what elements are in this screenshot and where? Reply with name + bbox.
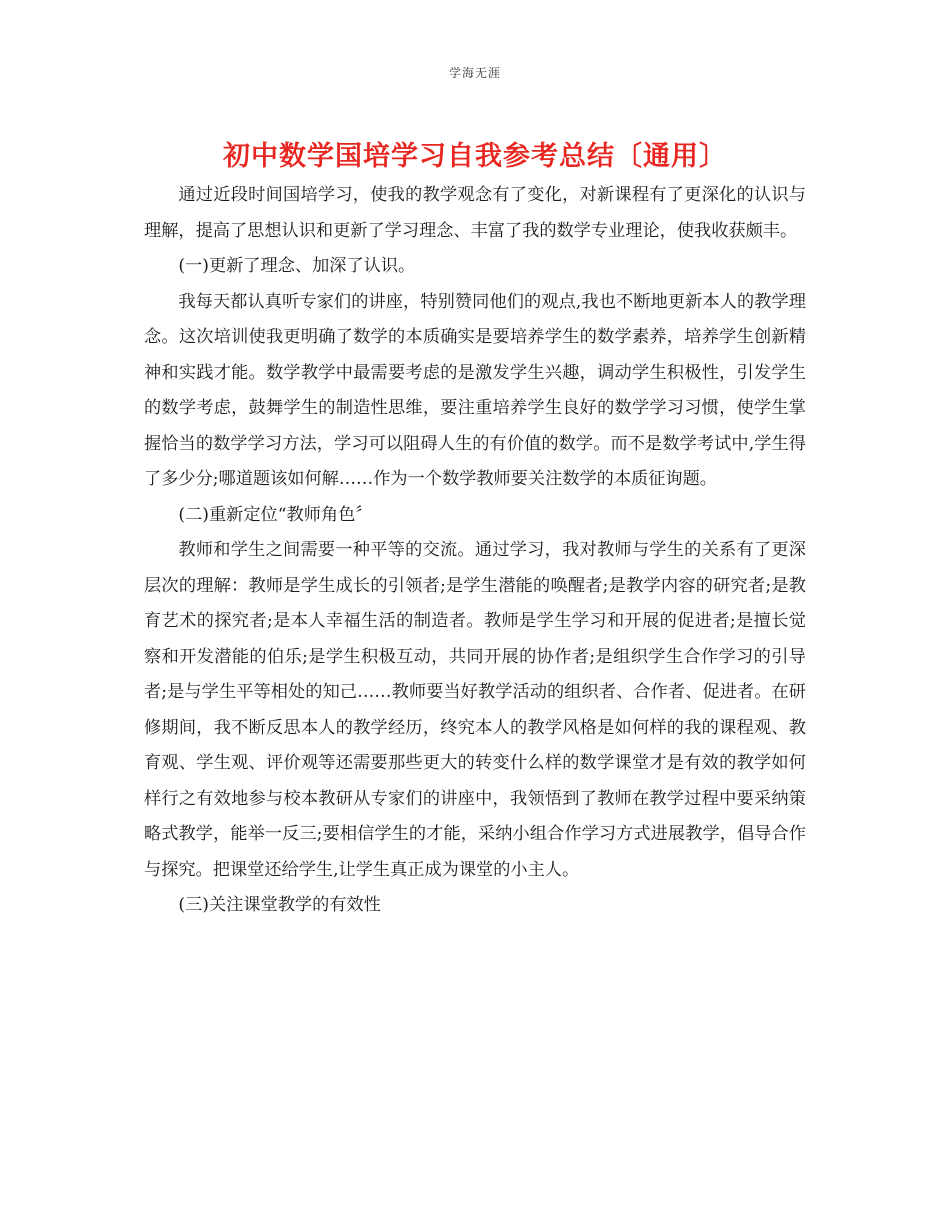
paragraph-section-2: 教师和学生之间需要一种平等的交流。通过学习，我对教师与学生的关系有了更深层次的理解：教师是学生成长的引领者;是学生潜能的唤醒者;是教学内容的研究者;是教育艺术的探究者;是本人幸福生活的制造者。教师是学生学习和开展的促进者;是擅长觉察和开发潜能的伯乐;是学生积极互动，共同开展的协作者;是组织学生合作学习的引导者;是与学生平等相处的知己……教师要当好教学活动的组织者、合作者、促进者。在研修期间，我不断反思本人的教学经历，终究本人的教学风格是如何样的我的课程观、教育观、学生观、评价观等还需要那些更大的转变什么样的数学课堂才是有效的教学如何样行之有效地参与校本教研从专家们的讲座中，我领悟到了教师在教学过程中要采纳策略式教学，能举一反三;要相信学生的才能，采纳小组合作学习方式进展教学，倡导合作与探究。把课堂还给学生,让学生真正成为课堂的小主人。 [144, 540, 806, 880]
paragraph-intro: 通过近段时间国培学习，使我的教学观念有了变化，对新课程有了更深化的认识与理解，提高了思想认识和更新了学习理念、丰富了我的数学专业理论，使我收获颇丰。 [144, 185, 806, 241]
document-title: 初中数学国培学习自我参考总结〔通用〕 [223, 141, 727, 172]
page-header: 学海无涯 [448, 66, 501, 80]
document-body [144, 178, 806, 924]
section-heading-3: (三)关注课堂教学的有效性 [178, 895, 381, 915]
paragraph-section-1: 我每天都认真听专家们的讲座，特别赞同他们的观点,我也不断地更新本人的教学理念。这次培训使我更明确了数学的本质确实是要培养学生的数学素养，培养学生创新精神和实践才能。数学教学中最需要考虑的是激发学生兴趣，调动学生积极性，引发学生的数学考虑，鼓舞学生的制造性思维，要注重培养学生良好的数学学习习惯，使学生掌握恰当的数学学习方法，学习可以阻碍人生的有价值的数学。而不是数学考试中,学生得了多少分;哪道题该如何解……作为一个数学教师要关注数学的本质征询题。 [144, 291, 806, 489]
section-heading-1: (一)更新了理念、加深了认识。 [178, 256, 416, 276]
section-heading-2: (二)重新定位“教师角色〞 [178, 504, 373, 525]
